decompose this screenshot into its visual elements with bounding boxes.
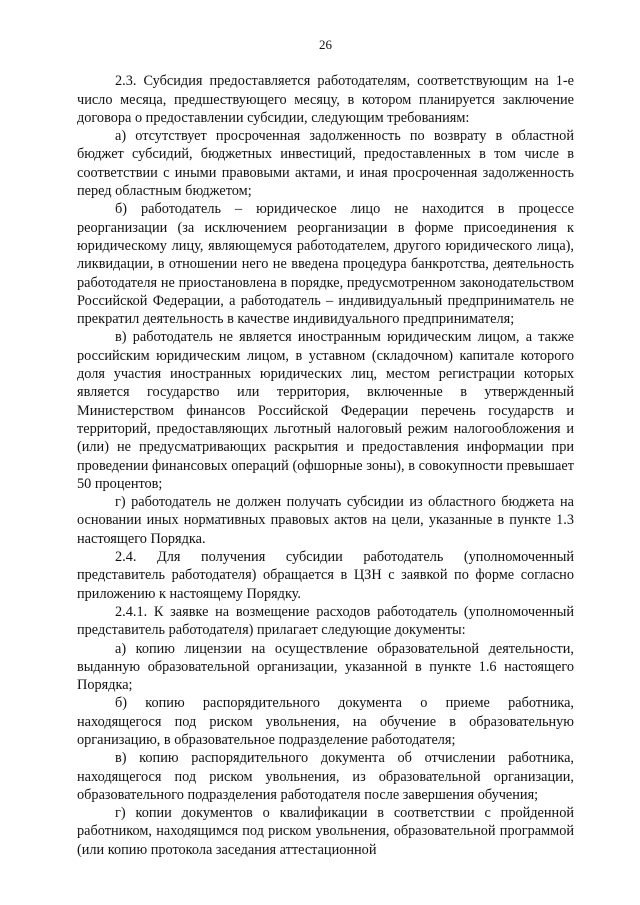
paragraph-2-4-1: 2.4.1. К заявке на возмещение расходов работодатель (уполномоченный представитель работодателя) прилагает следующие документы:: [77, 603, 574, 639]
paragraph-2-4-1-g: г) копии документов о квалификации в соответствии с пройденной работником, находящимся под риском увольнения, образовательной программой (или копию протокола заседания аттестационной: [77, 805, 574, 858]
paragraph-2-4-1-v: в) копию распорядительного документа об отчислении работника, находящегося под риском увольнения, из образовательной организации, образовательного подразделения работодателя после завершения обучения;: [77, 750, 574, 803]
paragraph-2-3: 2.3. Субсидия предоставляется работодателям, соответствующим на 1-е число месяца, предшествующего месяцу, в котором планируется заключение договора о предоставлении субсидии, следующим требованиям:: [77, 73, 574, 126]
paragraph-2-3-v: в) работодатель не является иностранным юридическим лицом, а также российским юридическим лицом, в уставном (складочном) капитале которого доля участия иностранных юридических лиц, местом регистрации которых является государство или территория, включенные в утвержденный Министерством финансов Российской Федерации перечень государств и территорий, предоставляющих льготный налоговый режим налогообложения и (или) не предусматривающих раскрытия и предоставления информации при проведении финансовых операций (офшорные зоны), в совокупности превышает 50 процентов;: [77, 329, 574, 492]
paragraph-2-3-b: б) работодатель – юридическое лицо не находится в процессе реорганизации (за исключением реорганизации в форме присоединения к юридическому лицу, являющемуся работодателем, другого юридического лица), ликвидации, в отношении него не введена процедура банкротства, деятельность работодателя не приостановлена в порядке, предусмотренном законодательством Российской Федерации, а работодатель – индивидуальный предприниматель не прекратил деятельность в качестве индивидуального предпринимателя;: [77, 201, 574, 328]
paragraph-2-4-1-b: б) копию распорядительного документа о приеме работника, находящегося под риском увольнения, на обучение в образовательную организацию, в образовательное подразделение работодателя;: [77, 695, 574, 748]
paragraph-2-4-1-a: а) копию лицензии на осуществление образовательной деятельности, выданную образовательной организации, указанной в пункте 1.6 настоящего Порядка;: [77, 640, 574, 694]
paragraph-2-3-a: а) отсутствует просроченная задолженность по возврату в областной бюджет субсидий, бюджетных инвестиций, предоставленных в том числе в соответствии с иными правовыми актами, и иная просроченная задолженность перед областным бюджетом;: [77, 128, 574, 200]
paragraph-2-3-g: г) работодатель не должен получать субсидии из областного бюджета на основании иных нормативных правовых актов на цели, указанные в пункте 1.3 настоящего Порядка.: [77, 494, 574, 547]
page-number: 26: [319, 37, 332, 52]
paragraph-2-4: 2.4. Для получения субсидии работодатель (уполномоченный представитель работодателя) обращается в ЦЗН с заявкой по форме согласно приложению к настоящему Порядку.: [77, 549, 574, 602]
